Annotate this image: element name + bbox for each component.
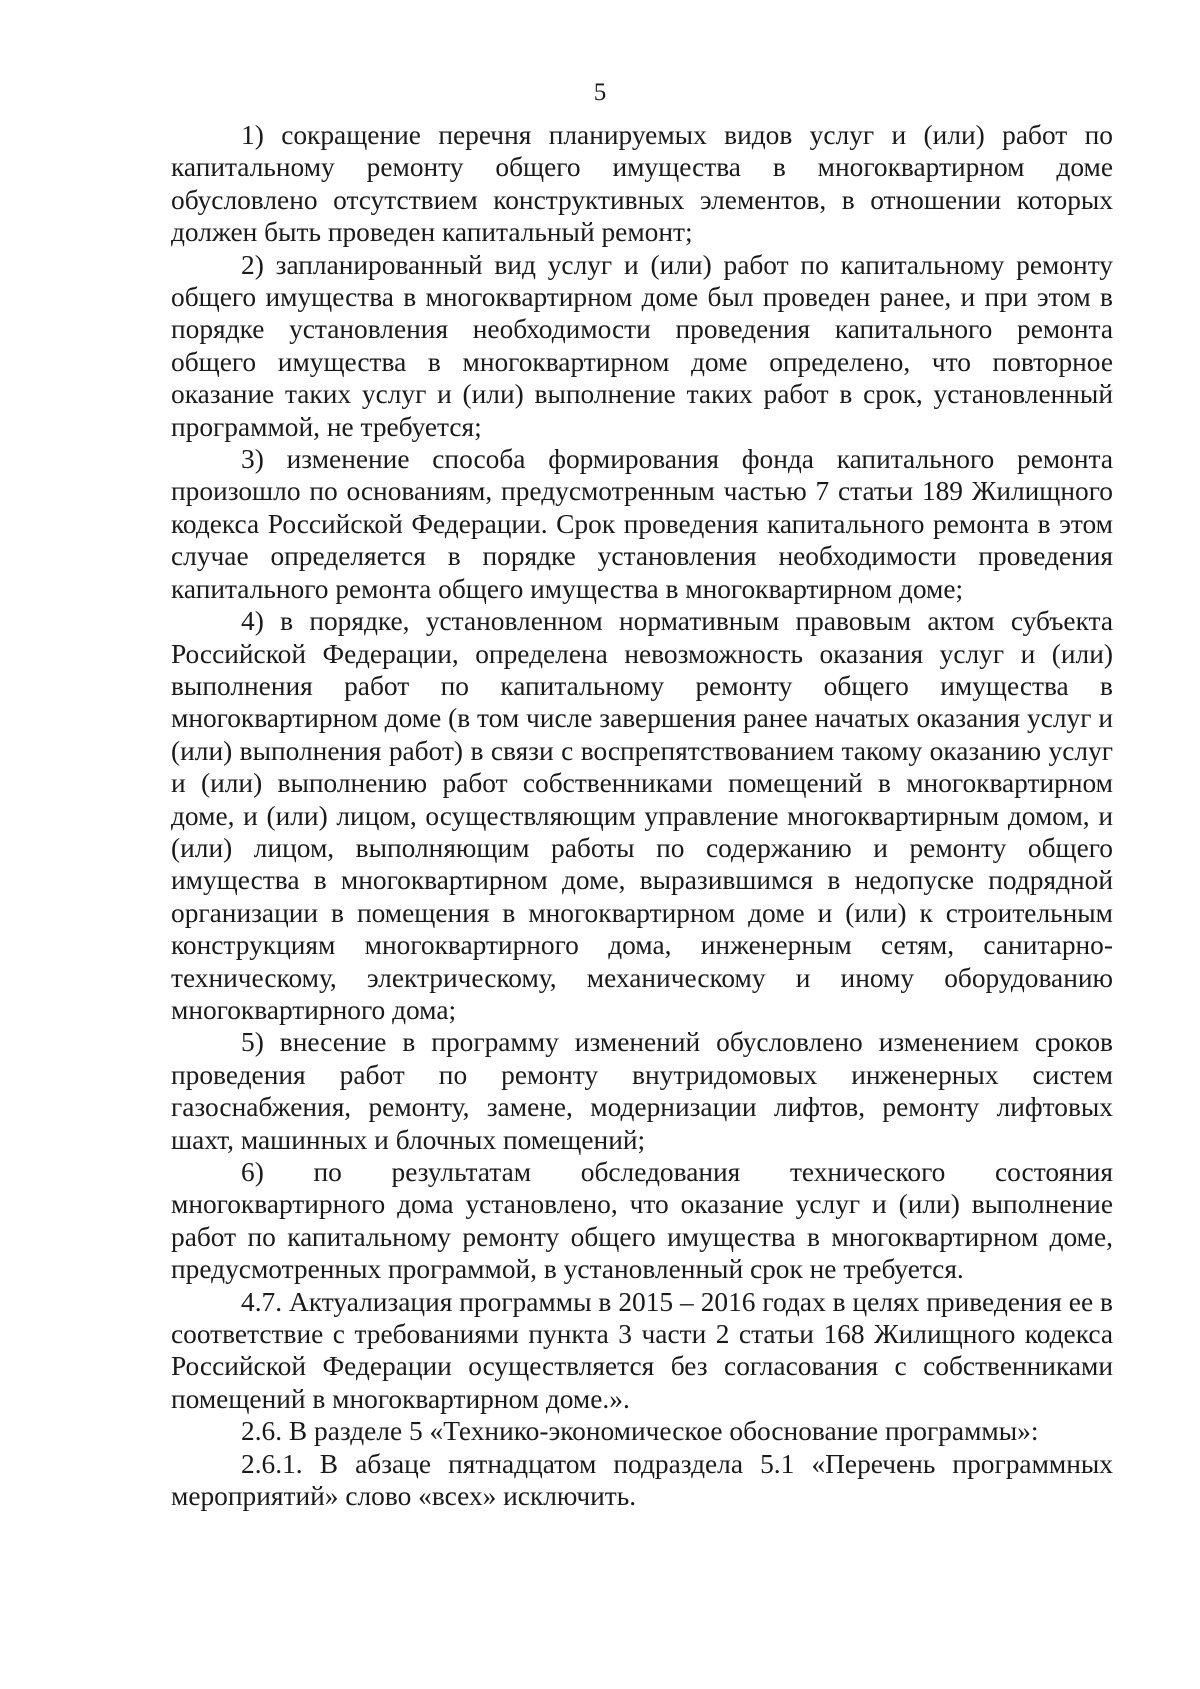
document-body [171,119,1113,1512]
paragraph-item-2: 2) запланированный вид услуг и (или) работ по капитальному ремонту общего имущества в многоквартирном доме был проведен ранее, и при этом в порядке установления необходимости проведения капитального ремонта общего имущества в многоквартирном доме определено, что повторное оказание таких услуг и (или) выполнение таких работ в срок, установленный программой, не требуется; [171,249,1113,442]
paragraph-item-3: 3) изменение способа формирования фонда капитального ремонта произошло по основаниям, предусмотренным частью 7 статьи 189 Жилищного кодекса Российской Федерации. Срок проведения капитального ремонта в этом случае определяется в порядке установления необходимости проведения капитального ремонта общего имущества в многоквартирном доме; [171,444,1113,604]
page-number: 5 [593,79,607,106]
paragraph-section-2-6: 2.6. В разделе 5 «Технико-экономическое обоснование программы»: [241,1416,1039,1447]
paragraph-item-5: 5) внесение в программу изменений обусловлено изменением сроков проведения работ по ремонту внутридомовых инженерных систем газоснабжения, ремонту, замене, модернизации лифтов, ремонту лифтовых шахт, машинных и блочных помещений; [171,1027,1113,1155]
paragraph-item-1: 1) сокращение перечня планируемых видов услуг и (или) работ по капитальному ремонту общего имущества в многоквартирном доме обусловлено отсутствием конструктивных элементов, в отношении которых должен быть проведен капитальный ремонт; [171,120,1113,248]
paragraph-section-4-7: 4.7. Актуализация программы в 2015 – 2016 годах в целях приведения ее в соответствие с требованиями пункта 3 части 2 статьи 168 Жилищного кодекса Российской Федерации осуществляется без согласования с собственниками помещений в многоквартирном доме.». [171,1286,1113,1414]
paragraph-item-6: 6) по результатам обследования технического состояния многоквартирного дома установлено, что оказание услуг и (или) выполнение работ по капитальному ремонту общего имущества в многоквартирном доме, предусмотренных программой, в установленный срок не требуется. [171,1157,1113,1285]
paragraph-section-2-6-1: 2.6.1. В абзаце пятнадцатом подраздела 5.1 «Перечень программных мероприятий» слово «всех» исключить. [171,1448,1113,1512]
paragraph-item-4: 4) в порядке, установленном нормативным правовым актом субъекта Российской Федерации, определена невозможность оказания услуг и (или) выполнения работ по капитальному ремонту общего имущества в многоквартирном доме (в том числе завершения ранее начатых оказания услуг и (или) выполнения работ) в связи с воспрепятствованием такому оказанию услуг и (или) выполнению работ собственниками помещений в многоквартирном доме, и (или) лицом, осуществляющим управление многоквартирным домом, и (или) лицом, выполняющим работы по содержанию и ремонту общего имущества в многоквартирном доме, выразившимся в недопуске подрядной организации в помещения в многоквартирном доме и (или) к строительным конструкциям многоквартирного дома, инженерным сетям, санитарно-техническому, электрическому, механическому и иному оборудованию многоквартирного дома; [171,606,1113,1025]
